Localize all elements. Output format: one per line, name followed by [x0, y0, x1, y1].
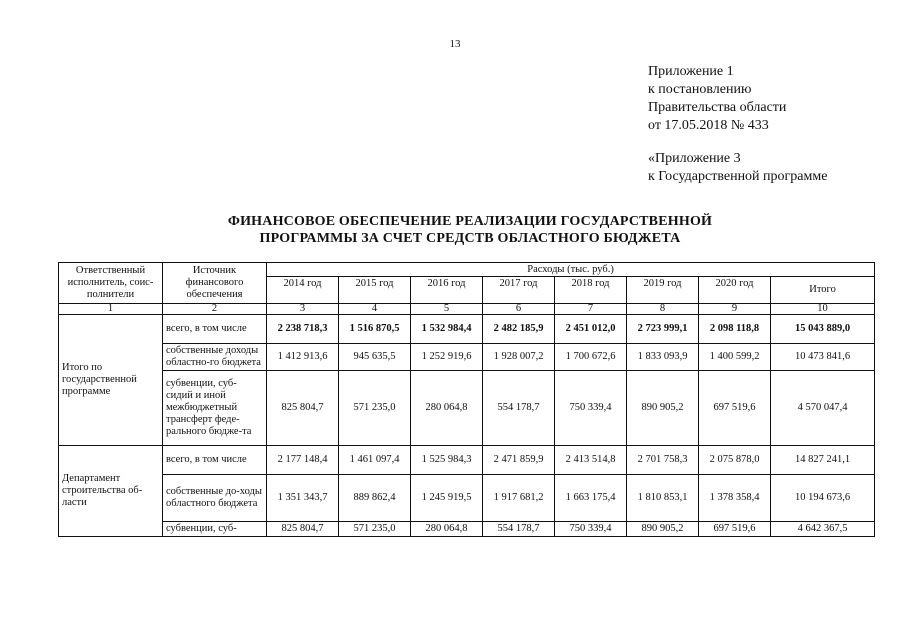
- value-cell: 1 351 343,7: [267, 475, 339, 522]
- header-year: 2015 год: [339, 277, 411, 304]
- executor-cell: Департамент строительства об-ласти: [59, 446, 163, 537]
- header-row: [59, 263, 875, 277]
- index-cell: 8: [627, 304, 699, 315]
- index-cell: 9: [699, 304, 771, 315]
- annex-3-block: [648, 150, 827, 186]
- value-cell: 825 804,7: [267, 371, 339, 446]
- value-cell: 1 516 870,5: [339, 315, 411, 344]
- header-year: 2020 год: [699, 277, 771, 304]
- value-cell: 554 178,7: [483, 522, 555, 537]
- value-cell: 697 519,6: [699, 371, 771, 446]
- value-cell: 890 905,2: [627, 522, 699, 537]
- header-year: 2018 год: [555, 277, 627, 304]
- value-cell: 1 252 919,6: [411, 344, 483, 371]
- value-cell: 1 663 175,4: [555, 475, 627, 522]
- table-row: [59, 344, 875, 371]
- table-row: [59, 522, 875, 537]
- index-cell: 3: [267, 304, 339, 315]
- value-cell: 2 701 758,3: [627, 446, 699, 475]
- value-cell: 2 177 148,4: [267, 446, 339, 475]
- value-cell: 554 178,7: [483, 371, 555, 446]
- source-cell: субвенции, суб-: [163, 522, 267, 537]
- value-cell: 1 833 093,9: [627, 344, 699, 371]
- value-cell: 4 642 367,5: [771, 522, 875, 537]
- value-cell: 890 905,2: [627, 371, 699, 446]
- table-row: [59, 315, 875, 344]
- value-cell: 1 532 984,4: [411, 315, 483, 344]
- source-cell: субвенции, суб-сидий и иной межбюджетный трансферт феде-рального бюдже-та: [163, 371, 267, 446]
- value-cell: 2 413 514,8: [555, 446, 627, 475]
- annex-1-line: Приложение 1: [648, 64, 734, 79]
- index-cell: 7: [555, 304, 627, 315]
- value-cell: 1 412 913,6: [267, 344, 339, 371]
- budget-table: [58, 262, 875, 537]
- annex-1-line: к постановлению: [648, 82, 752, 97]
- header-expenses: Расходы (тыс. руб.): [267, 263, 875, 277]
- value-cell: 15 043 889,0: [771, 315, 875, 344]
- value-cell: 10 473 841,6: [771, 344, 875, 371]
- value-cell: 1 810 853,1: [627, 475, 699, 522]
- annex-1-line: от 17.05.2018 № 433: [648, 118, 769, 133]
- value-cell: 280 064,8: [411, 371, 483, 446]
- value-cell: 697 519,6: [699, 522, 771, 537]
- source-cell: всего, в том числе: [163, 446, 267, 475]
- index-cell: 5: [411, 304, 483, 315]
- document-title: [60, 213, 880, 247]
- value-cell: 571 235,0: [339, 522, 411, 537]
- index-cell: 2: [163, 304, 267, 315]
- value-cell: 14 827 241,1: [771, 446, 875, 475]
- value-cell: 10 194 673,6: [771, 475, 875, 522]
- value-cell: 1 400 599,2: [699, 344, 771, 371]
- value-cell: 2 238 718,3: [267, 315, 339, 344]
- title-line-1: ФИНАНСОВОЕ ОБЕСПЕЧЕНИЕ РЕАЛИЗАЦИИ ГОСУДАРСТВЕННОЙ: [227, 214, 713, 229]
- table-row: [59, 446, 875, 475]
- value-cell: 1 700 672,6: [555, 344, 627, 371]
- header-total: Итого: [771, 277, 875, 304]
- value-cell: 1 525 984,3: [411, 446, 483, 475]
- page-number: 13: [449, 38, 461, 50]
- value-cell: 1 461 097,4: [339, 446, 411, 475]
- value-cell: 2 451 012,0: [555, 315, 627, 344]
- index-cell: 4: [339, 304, 411, 315]
- title-line-2: ПРОГРАММЫ ЗА СЧЕТ СРЕДСТВ ОБЛАСТНОГО БЮДЖЕТА: [259, 231, 681, 246]
- annex-3-line: «Приложение 3: [648, 151, 741, 166]
- value-cell: 1 928 007,2: [483, 344, 555, 371]
- value-cell: 750 339,4: [555, 371, 627, 446]
- value-cell: 2 482 185,9: [483, 315, 555, 344]
- value-cell: 945 635,5: [339, 344, 411, 371]
- index-cell: 1: [59, 304, 163, 315]
- index-cell: 6: [483, 304, 555, 315]
- executor-cell: Итого по государственной программе: [59, 315, 163, 446]
- value-cell: 825 804,7: [267, 522, 339, 537]
- value-cell: 1 378 358,4: [699, 475, 771, 522]
- annex-1-line: Правительства области: [648, 100, 787, 115]
- header-year: 2016 год: [411, 277, 483, 304]
- value-cell: 2 471 859,9: [483, 446, 555, 475]
- header-executor: Ответственный исполнитель, соис-полнители: [59, 263, 163, 304]
- source-cell: всего, в том числе: [163, 315, 267, 344]
- annex-1-block: [648, 63, 786, 135]
- value-cell: 750 339,4: [555, 522, 627, 537]
- value-cell: 1 245 919,5: [411, 475, 483, 522]
- table-row: [59, 475, 875, 522]
- header-source: Источник финансового обеспечения: [163, 263, 267, 304]
- header-year: 2017 год: [483, 277, 555, 304]
- annex-3-line: к Государственной программе: [648, 169, 828, 184]
- value-cell: 2 723 999,1: [627, 315, 699, 344]
- value-cell: 889 862,4: [339, 475, 411, 522]
- index-row: [59, 304, 875, 315]
- table-row: [59, 371, 875, 446]
- value-cell: 2 098 118,8: [699, 315, 771, 344]
- value-cell: 571 235,0: [339, 371, 411, 446]
- header-year: 2014 год: [267, 277, 339, 304]
- value-cell: 280 064,8: [411, 522, 483, 537]
- header-year: 2019 год: [627, 277, 699, 304]
- source-cell: собственные доходы областно-го бюджета: [163, 344, 267, 371]
- value-cell: 4 570 047,4: [771, 371, 875, 446]
- index-cell: 10: [771, 304, 875, 315]
- value-cell: 1 917 681,2: [483, 475, 555, 522]
- value-cell: 2 075 878,0: [699, 446, 771, 475]
- source-cell: собственные до-ходы областного бюджета: [163, 475, 267, 522]
